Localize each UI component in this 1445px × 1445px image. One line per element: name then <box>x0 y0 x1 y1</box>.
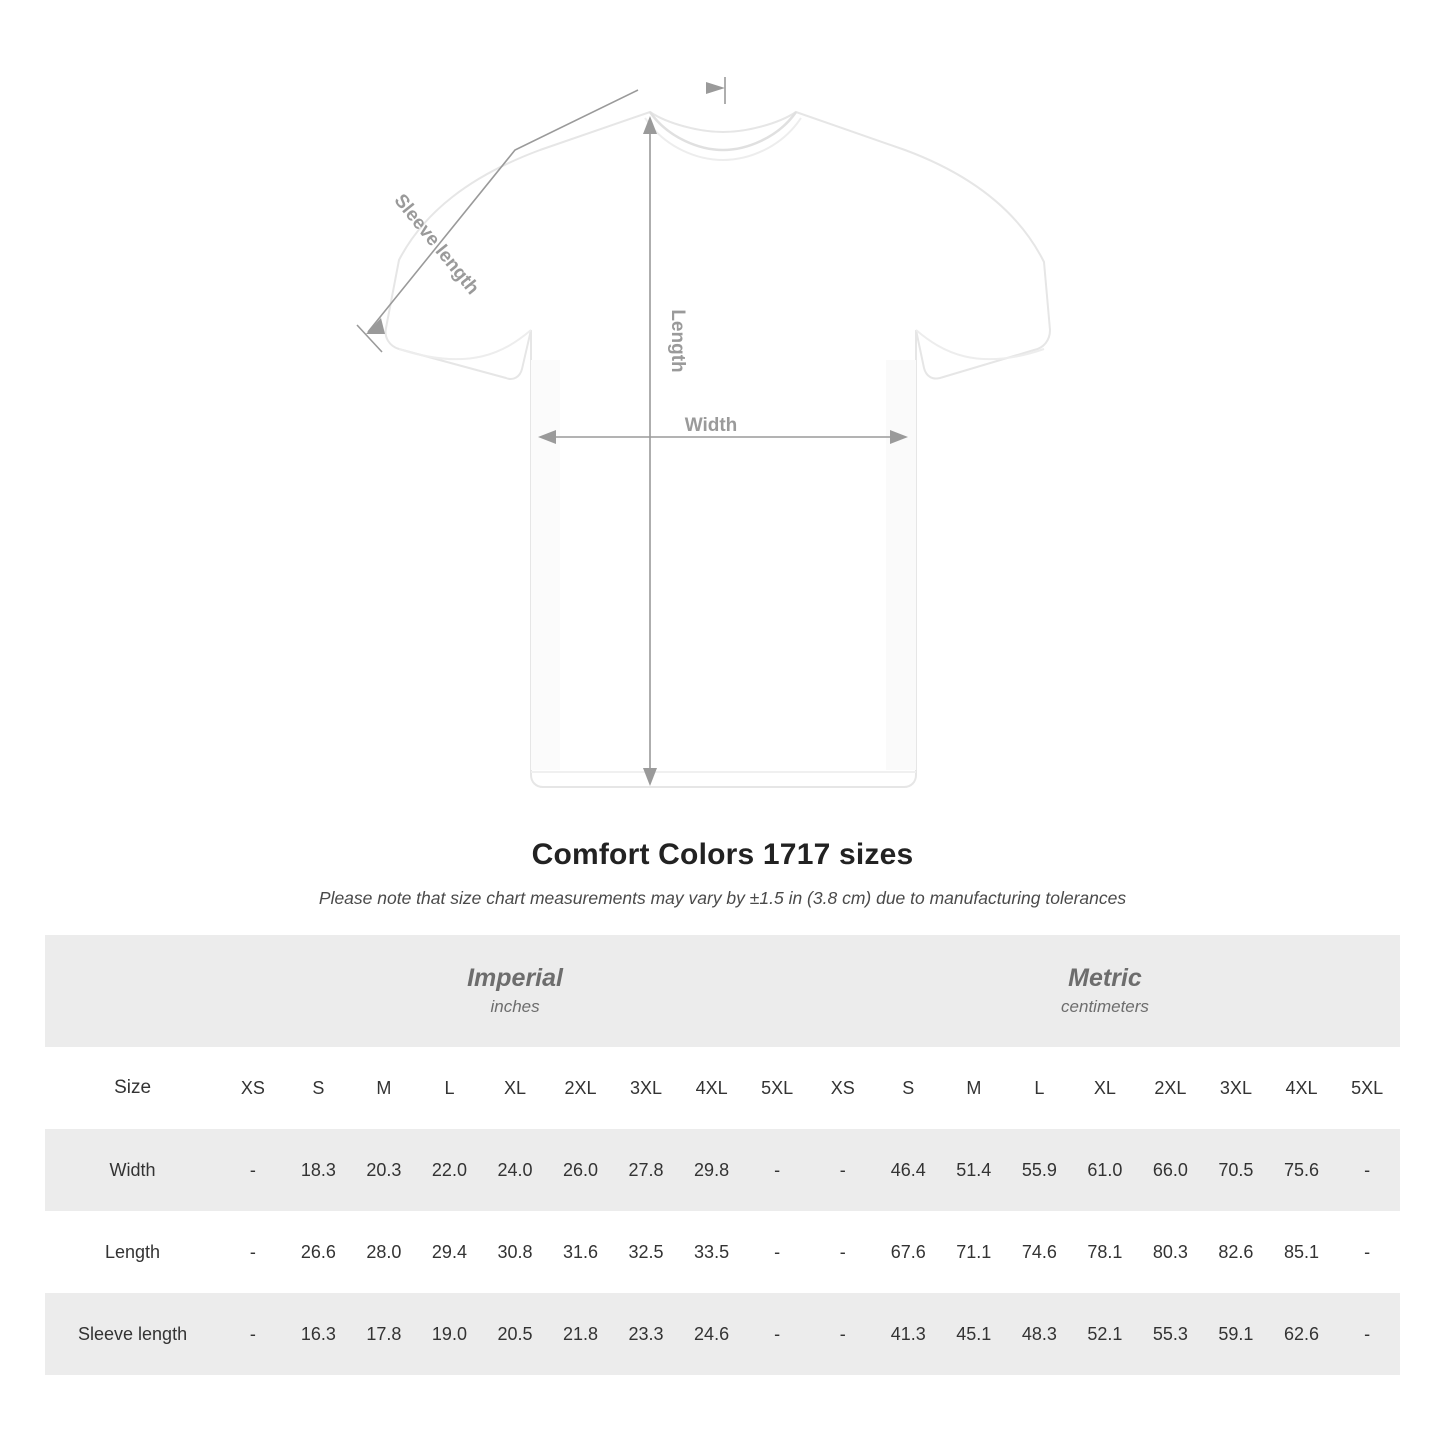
size-header-imperial-s: S <box>286 1047 352 1129</box>
cell-sleeve-met-l: 48.3 <box>1007 1293 1073 1375</box>
cell-sleeve-imp-3xl: 23.3 <box>613 1293 679 1375</box>
row-label-sleeve-length: Sleeve length <box>45 1293 220 1375</box>
cell-sleeve-imp-4xl: 24.6 <box>679 1293 745 1375</box>
cell-length-imp-m: 28.0 <box>351 1211 417 1293</box>
cell-width-imp-3xl: 27.8 <box>613 1129 679 1211</box>
units-header-row <box>45 935 1400 1047</box>
cell-width-met-xs: - <box>810 1129 876 1211</box>
cell-sleeve-met-xl: 52.1 <box>1072 1293 1138 1375</box>
page-title: Comfort Colors 1717 sizes <box>531 838 914 871</box>
cell-width-imp-4xl: 29.8 <box>679 1129 745 1211</box>
size-header-metric-xl: XL <box>1072 1047 1138 1129</box>
sleeve-length-label: Sleeve length <box>389 190 483 299</box>
size-header-metric-2xl: 2XL <box>1138 1047 1204 1129</box>
cell-sleeve-met-5xl: - <box>1334 1293 1400 1375</box>
cell-sleeve-imp-5xl: - <box>744 1293 810 1375</box>
tolerance-note: Please note that size chart measurements may vary by ±1.5 in (3.8 cm) due to manufacturing tolerances <box>318 888 1127 908</box>
unit-metric-sub: centimeters <box>1061 996 1149 1016</box>
length-label: Length <box>667 309 688 373</box>
cell-length-imp-4xl: 33.5 <box>679 1211 745 1293</box>
size-header-metric-xs: XS <box>810 1047 876 1129</box>
cell-sleeve-met-3xl: 59.1 <box>1203 1293 1269 1375</box>
cell-width-met-s: 46.4 <box>876 1129 942 1211</box>
cell-length-met-5xl: - <box>1334 1211 1400 1293</box>
row-label-width: Width <box>45 1129 220 1211</box>
cell-sleeve-imp-m: 17.8 <box>351 1293 417 1375</box>
cell-length-met-2xl: 80.3 <box>1138 1211 1204 1293</box>
cell-length-imp-2xl: 31.6 <box>548 1211 614 1293</box>
cell-width-imp-s: 18.3 <box>286 1129 352 1211</box>
cell-sleeve-met-xs: - <box>810 1293 876 1375</box>
size-header-imperial-m: M <box>351 1047 417 1129</box>
unit-metric-name: Metric <box>1068 963 1142 992</box>
cell-sleeve-met-4xl: 62.6 <box>1269 1293 1335 1375</box>
cell-length-imp-xs: - <box>220 1211 286 1293</box>
units-corner-cell <box>45 935 220 1047</box>
cell-width-imp-xl: 24.0 <box>482 1129 548 1211</box>
size-header-label: Size <box>45 1047 220 1129</box>
size-header-imperial-xs: XS <box>220 1047 286 1129</box>
size-header-imperial-3xl: 3XL <box>613 1047 679 1129</box>
cell-width-imp-xs: - <box>220 1129 286 1211</box>
size-header-imperial-4xl: 4XL <box>679 1047 745 1129</box>
cell-width-met-xl: 61.0 <box>1072 1129 1138 1211</box>
size-header-imperial-xl: XL <box>482 1047 548 1129</box>
unit-imperial-sub: inches <box>490 996 540 1016</box>
cell-sleeve-imp-2xl: 21.8 <box>548 1293 614 1375</box>
size-table <box>45 935 1400 1375</box>
cell-length-imp-5xl: - <box>744 1211 810 1293</box>
cell-length-met-4xl: 85.1 <box>1269 1211 1335 1293</box>
size-header-metric-5xl: 5XL <box>1334 1047 1400 1129</box>
cell-length-imp-3xl: 32.5 <box>613 1211 679 1293</box>
cell-length-met-s: 67.6 <box>876 1211 942 1293</box>
cell-sleeve-imp-l: 19.0 <box>417 1293 483 1375</box>
cell-length-met-xs: - <box>810 1211 876 1293</box>
cell-sleeve-met-2xl: 55.3 <box>1138 1293 1204 1375</box>
cell-length-imp-s: 26.6 <box>286 1211 352 1293</box>
heading-block <box>0 830 1445 935</box>
cell-width-imp-l: 22.0 <box>417 1129 483 1211</box>
cell-width-imp-5xl: - <box>744 1129 810 1211</box>
cell-length-met-3xl: 82.6 <box>1203 1211 1269 1293</box>
unit-imperial-name: Imperial <box>467 963 563 992</box>
size-header-metric-s: S <box>876 1047 942 1129</box>
cell-width-met-4xl: 75.6 <box>1269 1129 1335 1211</box>
cell-length-imp-xl: 30.8 <box>482 1211 548 1293</box>
cell-length-met-m: 71.1 <box>941 1211 1007 1293</box>
size-header-metric-3xl: 3XL <box>1203 1047 1269 1129</box>
cell-width-met-3xl: 70.5 <box>1203 1129 1269 1211</box>
size-table-wrap <box>0 935 1445 1375</box>
table-row <box>45 1129 1400 1211</box>
cell-length-met-xl: 78.1 <box>1072 1211 1138 1293</box>
row-label-length: Length <box>45 1211 220 1293</box>
cell-length-imp-l: 29.4 <box>417 1211 483 1293</box>
size-header-row <box>45 1047 1400 1129</box>
size-header-metric-m: M <box>941 1047 1007 1129</box>
size-header-metric-l: L <box>1007 1047 1073 1129</box>
size-header-metric-4xl: 4XL <box>1269 1047 1335 1129</box>
cell-width-met-l: 55.9 <box>1007 1129 1073 1211</box>
cell-width-met-2xl: 66.0 <box>1138 1129 1204 1211</box>
tshirt-shape <box>386 112 1050 787</box>
cell-sleeve-imp-s: 16.3 <box>286 1293 352 1375</box>
cell-width-imp-2xl: 26.0 <box>548 1129 614 1211</box>
cell-sleeve-met-s: 41.3 <box>876 1293 942 1375</box>
cell-sleeve-imp-xs: - <box>220 1293 286 1375</box>
size-header-imperial-2xl: 2XL <box>548 1047 614 1129</box>
cell-width-met-m: 51.4 <box>941 1129 1007 1211</box>
cell-sleeve-imp-xl: 20.5 <box>482 1293 548 1375</box>
cell-length-met-l: 74.6 <box>1007 1211 1073 1293</box>
unit-imperial <box>220 935 810 1047</box>
cell-width-imp-m: 20.3 <box>351 1129 417 1211</box>
cell-sleeve-met-m: 45.1 <box>941 1293 1007 1375</box>
cell-width-met-5xl: - <box>1334 1129 1400 1211</box>
size-header-imperial-l: L <box>417 1047 483 1129</box>
table-row <box>45 1293 1400 1375</box>
table-row <box>45 1211 1400 1293</box>
unit-metric <box>810 935 1400 1047</box>
width-label: Width <box>684 415 738 436</box>
size-header-imperial-5xl: 5XL <box>744 1047 810 1129</box>
